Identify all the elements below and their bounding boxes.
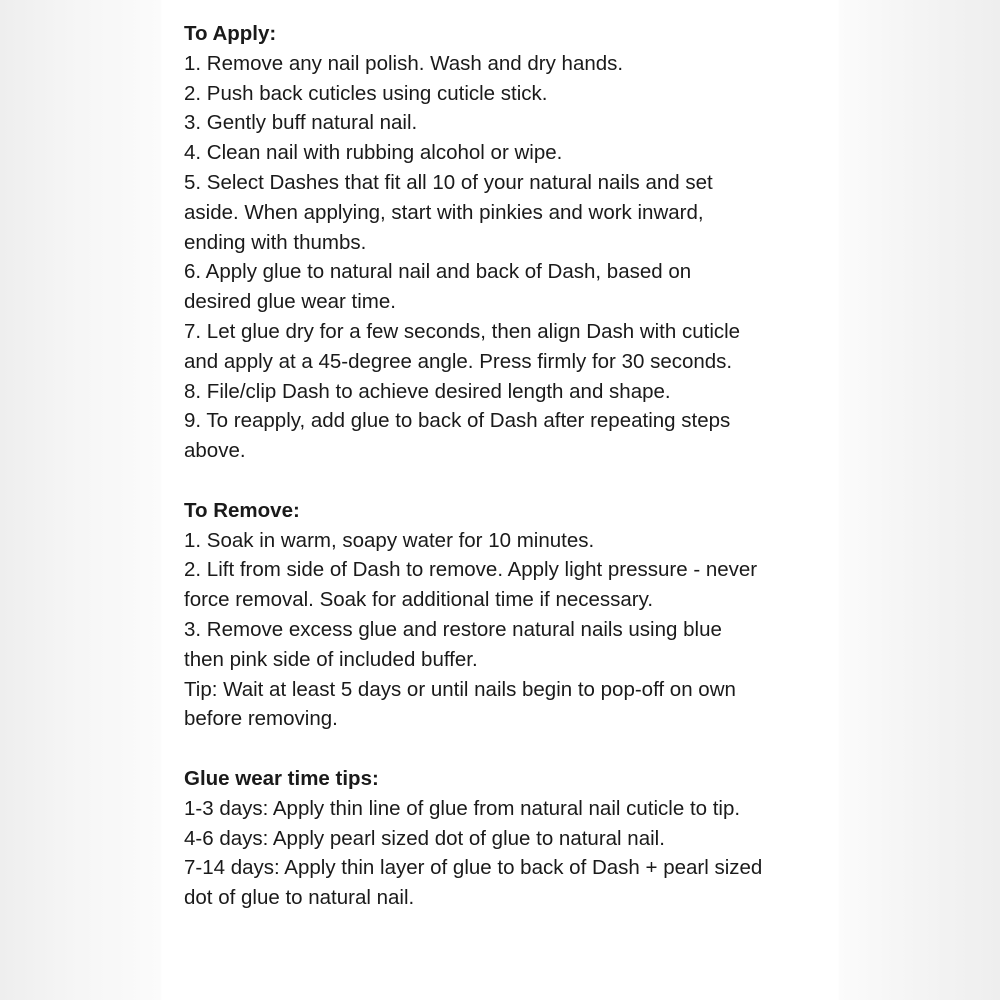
instruction-line: Tip: Wait at least 5 days or until nails begin to pop-off on own before removing. [184,677,736,731]
instruction-line: 6. Apply glue to natural nail and back of Dash, based on desired glue wear time. [184,260,692,314]
instruction-line: 3. Remove excess glue and restore natural nails using blue then pink side of included buffer. [184,617,722,671]
instruction-line: 7. Let glue dry for a few seconds, then align Dash with cuticle and apply at a 45-degree angle. Press firmly for 30 seconds. [184,319,741,373]
instruction-line: 1. Soak in warm, soapy water for 10 minutes. [184,528,595,552]
instruction-line: 8. File/clip Dash to achieve desired length and shape. [184,379,671,403]
instruction-line: 7-14 days: Apply thin layer of glue to back of Dash + pearl sized dot of glue to natural nail. [184,856,763,910]
instruction-line: 1-3 days: Apply thin line of glue from natural nail cuticle to tip. [184,796,741,820]
section-glue-wear-time-tips [184,764,764,913]
section-heading: To Remove: [184,498,300,522]
instructions-content [184,19,764,913]
section-heading: Glue wear time tips: [184,766,379,790]
instruction-line: 4. Clean nail with rubbing alcohol or wipe. [184,141,563,165]
section-to-apply [184,19,764,466]
instruction-line: 2. Push back cuticles using cuticle stick. [184,81,548,105]
instruction-line: 1. Remove any nail polish. Wash and dry hands. [184,51,624,75]
section-to-remove [184,496,764,734]
document-page [162,0,838,1000]
instruction-line: 4-6 days: Apply pearl sized dot of glue to natural nail. [184,826,665,850]
instruction-line: 5. Select Dashes that fit all 10 of your natural nails and set aside. When applying, start with pinkies and work inward, ending with thumbs. [184,170,713,254]
instruction-line: 3. Gently buff natural nail. [184,111,418,135]
instruction-line: 9. To reapply, add glue to back of Dash after repeating steps above. [184,409,731,463]
instruction-line: 2. Lift from side of Dash to remove. Apply light pressure - never force removal. Soak for additional time if necessary. [184,558,758,612]
section-heading: To Apply: [184,22,277,45]
